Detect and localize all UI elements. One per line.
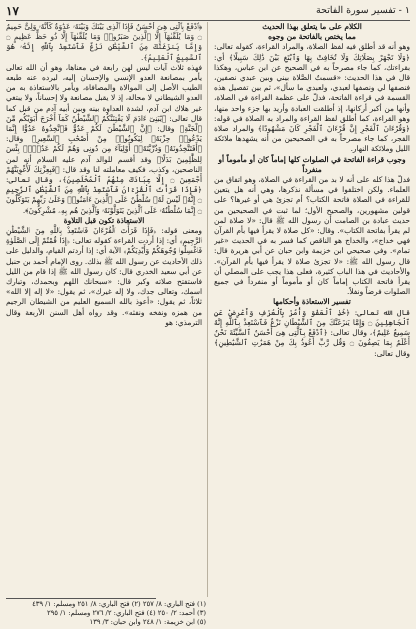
section-heading: وجوب قراءة الفاتحة في الصلوات كلها إماماً كان أو مأموماً أو منفرداً: [218, 154, 406, 174]
footnote-rule: [6, 598, 156, 599]
section-heading: الاستعاذة تكون قبل التلاوة: [63, 215, 145, 225]
section-heading: الكلام على ما يتعلق بهذا الحديث: [262, 22, 362, 31]
paragraph: ومعنى قوله: ﴿فَإِذَا قَرَأْتَ ٱلْقُرْءَانَ فَٱسْتَعِذْ بِٱللَّهِ مِنَ ٱلشَّيْطَٰنِ ٱلرَّجِيمِ﴾ أي: إذا أردت القراءة كقوله تعالى: ﴿إِذَا قُمْتُمْ إِلَى ٱلصَّلَوٰةِ فَٱغْسِلُوا۟ وُجُوهَكُمْ وَأَيْدِيَكُمْ﴾ الآية أي: إذا أردتم القيام، والدليل على ذلك الأحاديث عن رسول الله ﷺ بذلك. روى الإمام أحمد بن حنبل عن أبي سعيد الخدري قال: كان رسول الله ﷺ إذا قام من الليل فاستفتح صلاته وكبر قال: «سبحانك اللهم وبحمدك، وتبارك اسمك، وتعالى جدك، ولا إله غيرك»، ثم يقول: «لا إله إلا الله» ثلاثاً، ثم يقول: «أعوذ بالله السميع العليم من الشيطان الرجيم من همزه ونفخه ونفثه». وقد رواه أهل السنن الأربعة وقال الترمذي: هو: [6, 226, 202, 327]
footnote: (٥) ابن خزيمة: ١/ ٢٤٨ وابن حبان: ٣/ ١٣٩: [89, 618, 206, 626]
footnotes: [6, 600, 206, 627]
right-column: [214, 22, 410, 597]
quran-verse: ﴿ٱدْفَعْ بِٱلَّتِى هِىَ أَحْسَنُ فَإِذَا ٱلَّذِى بَيْنَكَ وَبَيْنَهُۥ عَدَٰوَةٌ كَأَنَّهُۥ وَلِىٌّ حَمِيمٌ ۝ وَمَا يُلَقَّىٰهَآ إِلَّا ٱلَّذِينَ صَبَرُوا۟ وَمَا يُلَقَّىٰهَآ إِلَّا ذُو حَظٍّ عَظِيمٍ ۝ وَإِمَّا يَنزَغَنَّكَ مِنَ ٱلشَّيْطَٰنِ نَزْغٌ فَٱسْتَعِذْ بِٱللَّهِ إِنَّهُۥ هُوَ ٱلسَّمِيعُ ٱلْعَلِيمُ﴾.: [6, 22, 202, 62]
left-column: [6, 22, 202, 597]
header-rule: [6, 20, 410, 21]
paragraph: وهو أنه قد أطلق فيه لفظ الصلاة، والمراد القراءة، كقوله تعالى: ﴿وَلَا تَجْهَرْ بِصَلَاتِكَ وَلَا تُخَافِتْ بِهَا وَٱبْتَغِ بَيْنَ ذَٰلِكَ سَبِيلًا﴾ أي: بقراءتك، كما جاء مصرحاً به في الصحيح عن ابن عباس، وهكذا قال في هذا الحديث: «قسمتُ الصَّلاة بيني وبين عبدي نصفين، فنصفها لي ونصفها لعبدي، ولعبدي ما سأل»، ثم بين تفصيل هذه القسمة في قراءة الفاتحة، فدلّ على عظمة القراءة في الصلاة، وأنها من أكبر أركانها، إذ أطلقت العبادة وأريد بها جزء واحد منها، وهو القراءة، كما أطلق لفظ القراءة والمراد به الصلاة في قوله: ﴿وَقُرْءَانَ ٱلْفَجْرِ إِنَّ قُرْءَانَ ٱلْفَجْرِ كَانَ مَشْهُودًا﴾ والمراد صلاة الفجر، كما جاء مصرحاً به في الصحيحين من أنه يشهدها ملائكة الليل وملائكة النهار.: [214, 42, 410, 154]
page-header: [6, 3, 410, 19]
footnote: (١) فتح الباري: ٨/ ٢٥٧ (٢) فتح الباري: ٨/ ٢٥١ ومسلم: ١/ ٤٣٩: [32, 600, 206, 608]
footnote: (٣) أحمد: ٢/ ٢٥٠ (٤) فتح الباري: ٢/ ٢٧٦ ومسلم: ١/ ٢٩٥: [47, 609, 206, 617]
section-subheading: مما يختص بالفاتحة من وجوه: [268, 32, 356, 42]
page-number: ١٧: [6, 4, 19, 18]
column-divider: [207, 22, 208, 597]
paragraph: قال الله تعالى: ﴿خُذِ ٱلْعَفْوَ وَأْمُرْ بِٱلْعُرْفِ وَأَعْرِضْ عَنِ ٱلْجَاهِلِينَ ۝ وَإِمَّا يَنزَغَنَّكَ مِنَ ٱلشَّيْطَانِ نَزْغٌ فَٱسْتَعِذْ بِٱللَّهِ إِنَّهُ سَمِيعٌ عَلِيمٌ﴾، وقال تعالى: ﴿ٱدْفَعْ بِٱلَّتِى هِىَ أَحْسَنُ ٱلسَّيِّئَةَ نَحْنُ أَعْلَمُ بِمَا يَصِفُونَ ۝ وَقُل رَّبِّ أَعُوذُ بِكَ مِنْ هَمَزَٰتِ ٱلشَّيَٰطِينِ﴾ وقال تعالى:: [214, 307, 410, 358]
paragraph: فهذه ثلاث آيات ليس لهن رابعة في معناها، وهو أن الله تعالى يأمر بمصانعة العدو الإنسي والإحسان إليه، ليرده عنه طبعه الطيب الأصل إلى الموالاة والمصافاة، ويأمر بالاستعاذة به من العدو الشيطاني لا محالة، إذ لا يقبل مصانعة ولا إحساناً، ولا يبتغي غير هلاك ابن آدم، لشدة العداوة بينه وبين أبيه آدم من قبل كما قال تعالى: ﴿يَٰبَنِىٓ ءَادَمَ لَا يَفْتِنَنَّكُمُ ٱلشَّيْطَٰنُ كَمَآ أَخْرَجَ أَبَوَيْكُم مِّنَ ٱلْجَنَّةِ﴾ وقال: ﴿إِنَّ ٱلشَّيْطَٰنَ لَكُمْ عَدُوٌّ فَٱتَّخِذُوهُ عَدُوًّا إِنَّمَا يَدْعُوا۟ حِزْبَهُۥ لِيَكُونُوا۟ مِنْ أَصْحَٰبِ ٱلسَّعِيرِ﴾ وقال: ﴿أَفَتَتَّخِذُونَهُۥ وَذُرِّيَّتَهُۥٓ أَوْلِيَآءَ مِن دُونِى وَهُمْ لَكُمْ عَدُوٌّۢ بِئْسَ لِلظَّٰلِمِينَ بَدَلًا﴾ وقد أقسم للوالد آدم عليه السلام أنه لمن الناصحين، وكذب، فكيف معاملته لنا وقد قال: ﴿فَبِعِزَّتِكَ لَأُغْوِيَنَّهُمْ أَجْمَعِينَ ۝ إِلَّا عِبَادَكَ مِنْهُمُ ٱلْمُخْلَصِينَ﴾، وقال تعالى: ﴿فَإِذَا قَرَأْتَ ٱلْقُرْءَانَ فَٱسْتَعِذْ بِٱللَّهِ مِنَ ٱلشَّيْطَٰنِ ٱلرَّجِيمِ ۝ إِنَّهُۥ لَيْسَ لَهُۥ سُلْطَٰنٌ عَلَى ٱلَّذِينَ ءَامَنُوا۟ وَعَلَىٰ رَبِّهِمْ يَتَوَكَّلُونَ ۝ إِنَّمَا سُلْطَٰنُهُۥ عَلَى ٱلَّذِينَ يَتَوَلَّوْنَهُۥ وَٱلَّذِينَ هُم بِهِۦ مُشْرِكُونَ﴾.: [6, 62, 202, 215]
running-title: ١ - تفسير سورة الفاتحة: [316, 5, 410, 16]
section-heading: تفسير الاستعاذة وأحكامها: [273, 297, 351, 307]
paragraph: فدلّ هذا كله على أنه لا بد من القراءة في الصلاة، وهو اتفاق من العلماء. ولكن اختلفوا في مسألة نذكرها، وهي أنه هل يتعين للقراءة في الصلاة فاتحة الكتاب؟ أم تجزئ هي أو غيرها؟ على قولين مشهورين، والصحيح الأول؛ لما ثبت في الصحيحين من حديث عبادة بن الصامت أن رسول الله ﷺ قال: «لا صلاة لمن لم يقرأ بفاتحة الكتاب». وقال: «كل صلاة لا يقرأ فيها بأم القرآن فهي خداج»، والخداج هو الناقص كما فسر به في الحديث «غير تمام». وفي صحيحي ابن خزيمة وابن حبان عن أبي هريرة قال: قال رسول الله ﷺ: «لا تجزئ صلاة لا يقرأ فيها بأم القرآن». والأحاديث في هذا الباب كثيرة، فعلى هذا يجب على المصلي أن يقرأ فاتحة الكتاب إماماً كان أو مأموماً أو منفرداً في جميع الصلوات فرضاً ونفلاً.: [214, 175, 410, 297]
